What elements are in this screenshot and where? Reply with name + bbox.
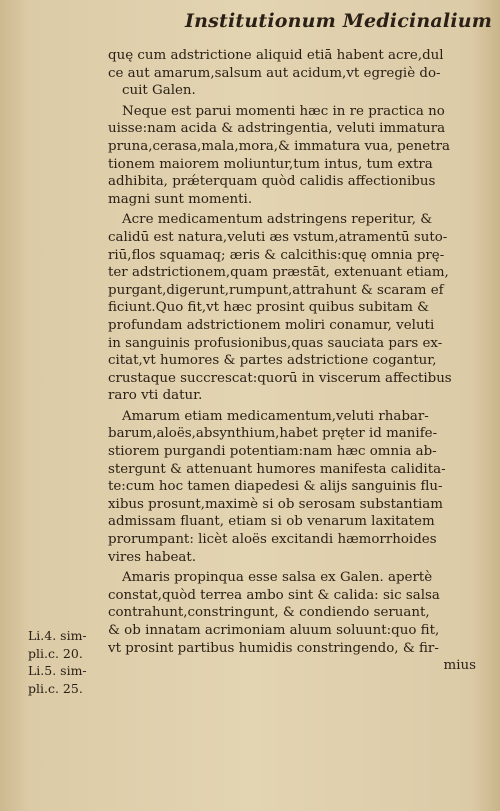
text-line: ter adstrictionem,quam præstāt, extenuant etiam, [108, 265, 449, 281]
running-head: Institutionum Medicinalium [185, 10, 493, 32]
text-line: & ob innatam acrimoniam aluum soluunt:quo fit, [108, 623, 440, 638]
catchword: mius [443, 658, 476, 674]
text-line: raro vti datur. [108, 388, 203, 404]
text-line: Neque est parui momenti hæc in re practica no [122, 103, 445, 119]
text-line: cuit Galen. [122, 83, 196, 99]
text-line: uisse:nam acida & adstringentia, veluti immatura [108, 121, 446, 137]
margin-note: Li.5. sim- [28, 663, 87, 679]
text-line: barum,aloës,absynthium,habet pręter id manife- [108, 426, 438, 442]
text-line: vires habeat. [108, 549, 197, 565]
text-line: ficiunt.Quo fit,vt hæc prosint quibus subitam & [108, 300, 430, 316]
margin-notes [28, 627, 98, 697]
paragraph [108, 47, 476, 100]
text-line: te:cum hoc tamen diapedesi & alijs sanguinis flu- [108, 479, 443, 495]
margin-note: pli.c. 25. [28, 680, 83, 696]
text-line: adhibita, prǽterquam quòd calidis affectionibus [108, 174, 436, 190]
text-line: admissam fluant, etiam si ob venarum laxitatem [108, 514, 435, 530]
margin-note: Li.4. sim- [28, 628, 87, 643]
text-line: vt prosint partibus humidis constringendo, & fir- [108, 640, 439, 656]
paragraph [108, 569, 476, 657]
text-line: contrahunt,constringunt, & condiendo seruant, [108, 605, 430, 621]
text-line: crustaque succrescat:quorū in viscerum affectibus [108, 370, 452, 386]
margin-note: pli.c. 20. [28, 645, 83, 661]
body-text [108, 47, 476, 675]
text-line: in sanguinis profusionibus,quas sauciata pars ex- [108, 335, 443, 351]
paragraph [108, 211, 476, 405]
text-line: stergunt & attenuant humores manifesta calidita- [108, 461, 446, 477]
text-line: constat,quòd terrea ambo sint & calida: sic salsa [108, 587, 440, 603]
text-line: ce aut amarum,salsum aut acidum,vt egregiè do- [108, 65, 441, 81]
paragraph [108, 103, 476, 209]
text-line: Amaris propinqua esse salsa ex Galen. apertè [122, 570, 433, 586]
text-line: pruna,cerasa,mala,mora,& immatura vua, penetra [108, 138, 450, 154]
text-line: xibus prosunt,maximè si ob serosam substantiam [108, 496, 443, 512]
text-line: profundam adstrictionem moliri conamur, veluti [108, 317, 435, 333]
text-line: citat,vt humores & partes adstrictione cogantur, [108, 353, 437, 369]
paragraph [108, 408, 476, 566]
text-line: magni sunt momenti. [108, 191, 253, 207]
text-line: stiorem purgandi potentiam:nam hæc omnia ab- [108, 444, 437, 460]
text-line: tionem maiorem moliuntur,tum intus, tum extra [108, 156, 433, 172]
text-line: purgant,digerunt,rumpunt,attrahunt & scaram ef [108, 282, 444, 298]
text-line: riū,flos squamaq; æris & calcithis:quę omnia prę- [108, 247, 445, 263]
text-line: quę cum adstrictione aliquid etiā habent acre,dul [108, 48, 444, 63]
text-line: Amarum etiam medicamentum,veluti rhabar- [122, 408, 429, 424]
text-line: calidū est natura,veluti æs vstum,atramentū suto- [108, 229, 448, 245]
text-line: Acre medicamentum adstringens reperitur, & [122, 212, 433, 228]
text-line: prorumpant: licèt aloës excitandi hæmorrhoides [108, 532, 437, 548]
